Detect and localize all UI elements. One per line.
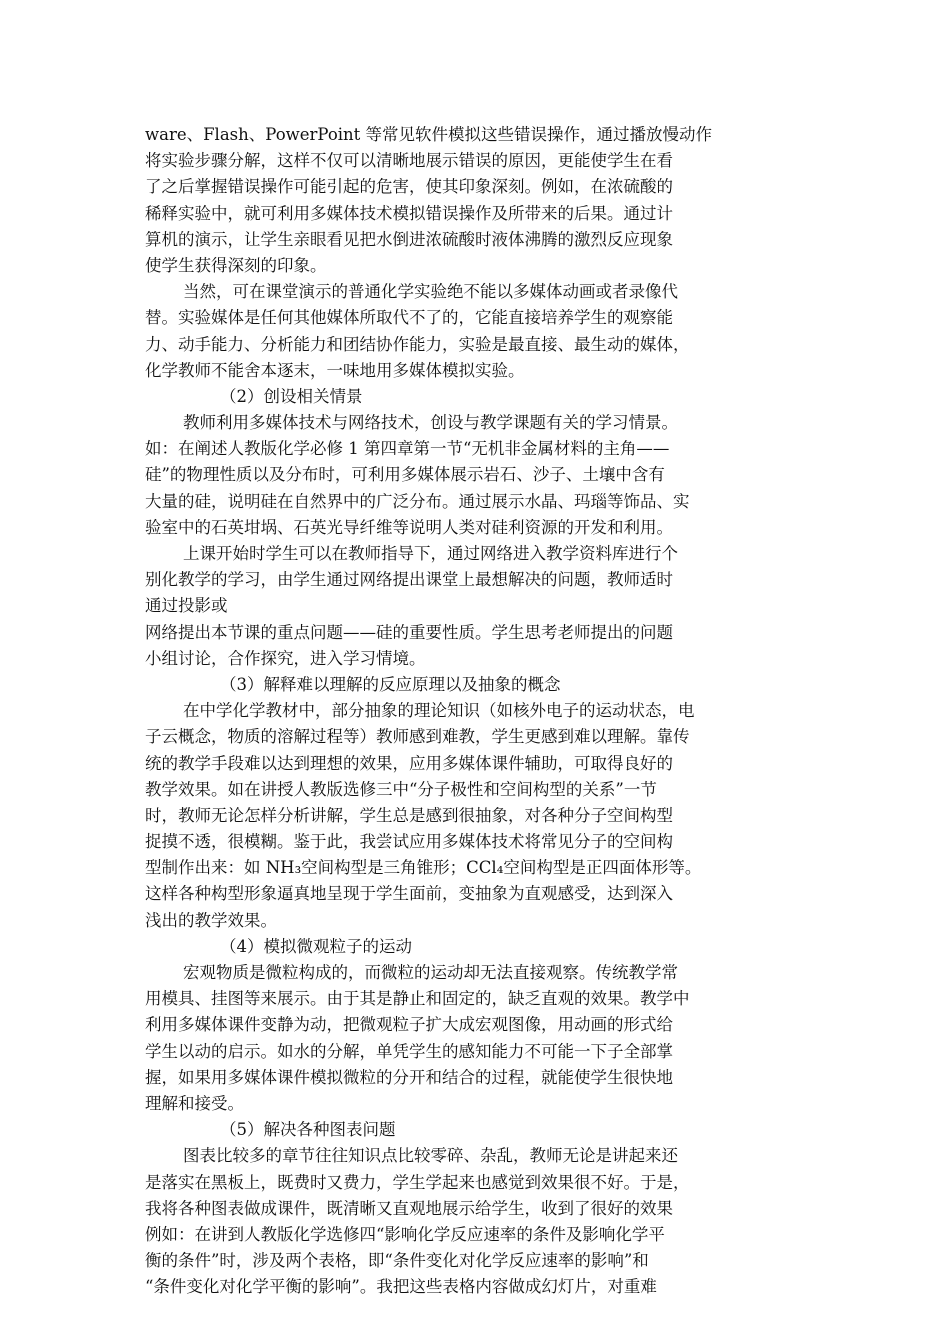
text-line: 我将各种图表做成课件，既清晰又直观地展示给学生，收到了很好的效果 [145, 1198, 673, 1218]
text-line: 大量的硅，说明硅在自然界中的广泛分布。通过展示水晶、玛瑙等饰品、实 [145, 491, 690, 511]
text-line: 硅”的物理性质以及分布时，可利用多媒体展示岩石、沙子、土壤中含有 [145, 465, 665, 485]
text-line: 使学生获得深刻的印象。 [145, 255, 327, 275]
text-line: 替。实验媒体是任何其他媒体所取代不了的，它能直接培养学生的观察能 [145, 308, 673, 328]
text-line: 利用多媒体课件变静为动，把微观粒子扩大成宏观图像，用动画的形式给 [145, 1015, 673, 1035]
text-line: ware、Flash、PowerPoint 等常见软件模拟这些错误操作，通过播放慢动作 [145, 125, 713, 144]
text-line: 小组讨论，合作探究，进入学习情境。 [145, 648, 426, 668]
text-line: 算机的演示，让学生亲眼看见把水倒进浓硫酸时液体沸腾的激烈反应现象 [145, 229, 673, 249]
text-line: 教师利用多媒体技术与网络技术，创设与教学课题有关的学习情景。 [183, 413, 678, 433]
text-line: 这样各种构型形象逼真地呈现于学生面前，变抽象为直观感受，达到深入 [145, 884, 673, 904]
text-line: 将实验步骤分解，这样不仅可以清晰地展示错误的原因，更能使学生在看 [145, 151, 673, 171]
text-line: 稀释实验中，就可利用多媒体技术模拟错误操作及所带来的后果。通过计 [145, 203, 673, 223]
section-heading: （3）解释难以理解的反应原理以及抽象的概念 [220, 674, 561, 694]
text-line: 学生以动的启示。如水的分解，单凭学生的感知能力不可能一下子全部掌 [145, 1041, 673, 1061]
section-heading: （5）解决各种图表问题 [220, 1120, 396, 1140]
text-line: 网络提出本节课的重点问题——硅的重要性质。学生思考老师提出的问题 [145, 622, 673, 642]
text-line: 捉摸不透，很模糊。鉴于此，我尝试应用多媒体技术将常见分子的空间构 [145, 832, 673, 852]
text-line: 当然，可在课堂演示的普通化学实验绝不能以多媒体动画或者录像代 [183, 282, 678, 302]
text-line: 上课开始时学生可以在教师指导下，通过网络进入教学资料库进行个 [183, 544, 678, 563]
text-line: 统的教学手段难以达到理想的效果，应用多媒体课件辅助，可取得良好的 [145, 753, 673, 773]
text-line: 理解和接受。 [145, 1093, 244, 1113]
section-heading: （2）创设相关情景 [220, 386, 363, 406]
text-line: 如：在阐述人教版化学必修 1 第四章第一节“无机非金属材料的主角—— [145, 439, 670, 459]
text-line: 别化教学的学习，由学生通过网络提出课堂上最想解决的问题，教师适时 [145, 570, 673, 590]
text-line: 用模具、挂图等来展示。由于其是静止和固定的，缺乏直观的效果。教学中 [145, 989, 690, 1009]
text-line: 子云概念，物质的溶解过程等）教师感到难教，学生更感到难以理解。靠传 [145, 727, 690, 747]
section-heading: （4）模拟微观粒子的运动 [220, 936, 412, 956]
text-line: “条件变化对化学平衡的影响”。我把这些表格内容做成幻灯片，对重难 [145, 1277, 657, 1297]
text-line: 化学教师不能舍本逐末，一味地用多媒体模拟实验。 [145, 360, 525, 380]
text-line: 衡的条件”时，涉及两个表格，即“条件变化对化学反应速率的影响”和 [145, 1251, 649, 1271]
text-line: 通过投影或 [145, 596, 228, 616]
text-line: 在中学化学教材中，部分抽象的理论知识（如核外电子的运动状态，电 [183, 701, 695, 721]
text-line: 力、动手能力、分析能力和团结协作能力，实验是最直接、最生动的媒体， [145, 334, 690, 354]
text-line: 握，如果用多媒体课件模拟微粒的分开和结合的过程，就能使学生很快地 [145, 1067, 673, 1087]
text-line: 了之后掌握错误操作可能引起的危害，使其印象深刻。例如，在浓硫酸的 [145, 177, 673, 197]
text-line: 浅出的教学效果。 [145, 910, 277, 930]
text-line: 教学效果。如在讲授人教版选修三中“分子极性和空间构型的关系”一节 [145, 779, 657, 799]
text-line: 时，教师无论怎样分析讲解，学生总是感到很抽象，对各种分子空间构型 [145, 805, 673, 825]
text-line: 例如：在讲到人教版化学选修四“影响化学反应速率的条件及影响化学平 [145, 1224, 665, 1244]
text-line: 宏观物质是微粒构成的，而微粒的运动却无法直接观察。传统教学常 [183, 963, 678, 982]
text-line: 图表比较多的章节往往知识点比较零碎、杂乱，教师无论是讲起来还 [183, 1146, 678, 1166]
text-line: 型制作出来：如 NH₃空间构型是三角锥形；CCl₄空间构型是正四面体形等。 [145, 858, 702, 878]
document-body [145, 122, 813, 1300]
text-line: 验室中的石英坩埚、石英光导纤维等说明人类对硅利资源的开发和利用。 [145, 517, 673, 537]
text-line: 是落实在黑板上，既费时又费力，学生学起来也感觉到效果很不好。于是， [145, 1172, 690, 1192]
